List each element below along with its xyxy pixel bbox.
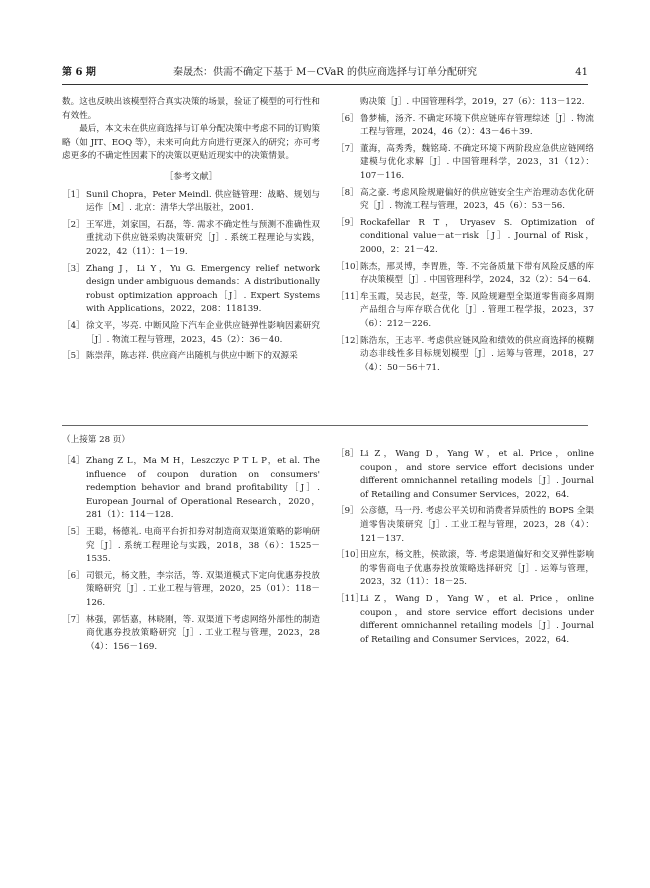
reference-number: ［3］ <box>62 263 85 274</box>
reference-number: ［12］ <box>336 335 365 346</box>
reference-text: Li Z，Wang D，Yang W，et al. Price，online coupon，and store service effort decisions under different omnichannel retailing models［J］. Journal of Retailing and Consumer Services，2022，64. <box>360 449 594 500</box>
reference-number: ［1］ <box>62 189 85 200</box>
top-left-column <box>62 96 320 367</box>
reference-item <box>336 217 594 258</box>
reference-text: 鲁梦楠，汤齐. 不确定环境下供应链库存管理综述［J］. 物流工程与管理，2024，46（2）：43－46＋39. <box>360 113 594 138</box>
reference-item <box>336 261 594 288</box>
reference-item <box>336 143 594 184</box>
reference-text: Sunil Chopra，Peter Meindl. 供应链管理：战略、规划与运作［M］. 北京：清华大学出版社，2001. <box>86 189 320 214</box>
reference-item <box>62 614 320 655</box>
reference-text: 田应东，杨文胜，侯欲滚，等. 考虑渠道偏好和交叉弹性影响的零售商电子优惠券投放策略选择研究［J］. 运筹与管理，2023，32（11）：18－25. <box>360 550 594 588</box>
reference-text: 高之豪. 考虑风险规避偏好的供应链安全生产治理动态优化研究［J］. 物流工程与管理，2023，45（6）：53－56. <box>360 187 594 212</box>
bottom-right-column <box>336 448 594 650</box>
issue-label: 第 6 期 <box>62 67 96 78</box>
reference-text: 王聪，杨德礼. 电商平台折扣券对制造商双渠道策略的影响研究［J］. 系统工程理论与实践，2018，38（6）：1525－1535. <box>86 526 320 565</box>
reference-item <box>336 448 594 502</box>
reference-number: ［9］ <box>336 217 359 228</box>
bottom-left-column <box>62 455 320 657</box>
reference-item <box>336 505 594 546</box>
reference-item <box>62 455 320 523</box>
reference-list <box>336 96 594 375</box>
reference-number: ［2］ <box>62 219 85 230</box>
reference-number: ［8］ <box>336 187 359 198</box>
reference-number: ［10］ <box>336 550 365 561</box>
reference-item <box>336 187 594 214</box>
reference-list <box>62 189 320 364</box>
reference-item <box>336 549 594 590</box>
reference-number: ［10］ <box>336 261 365 272</box>
references-heading: ［参考文献］ <box>164 171 218 182</box>
reference-text: Zhang Z L，Ma M H，Leszczyc P T L P，et al. The influence of coupon duration on consumers' redemption behavior and brand profitability［J］. European Journal of Operational Research，2020，281（1）：114－128. <box>86 456 320 521</box>
running-header <box>62 66 588 80</box>
reference-text: 司银元，杨文胜，李宗活，等. 双渠道模式下定向优惠券投放策略研究［J］. 工业工程与管理，2020，25（01）：118－126. <box>86 570 320 608</box>
reference-text: 陈浩东，王志平. 考虑供应链风险和绩效的供应商选择的模糊动态非线性多目标规划模型［J］. 运筹与管理，2018，27（4）：50－56＋71. <box>360 335 594 373</box>
reference-text: 董海，高秀秀，魏铭琦. 不确定环境下两阶段应急供应链网络建模与优化求解［J］. 中国管理科学，2023，31（12）：107－116. <box>360 143 594 181</box>
reference-item <box>62 189 320 216</box>
reference-number: ［7］ <box>336 143 359 154</box>
reference-number: ［9］ <box>336 506 359 517</box>
reference-item <box>336 113 594 140</box>
reference-list <box>62 455 320 654</box>
reference-number: ［7］ <box>62 614 85 625</box>
reference-item <box>62 263 320 317</box>
page-number: 41 <box>575 67 588 78</box>
reference-text: 陈杰，邢灵博，李胃胜，等. 不完备质量下带有风险反感的库存决策模型［J］. 中国管理科学，2024，32（2）：54－64. <box>360 261 594 286</box>
reference-number: ［11］ <box>336 593 365 604</box>
reference-text: 林强，郭恬嘉，林晓刚，等. 双渠道下考虑网络外部性的制造商优惠券投放策略研究［J］. 工业工程与管理，2023，28（4）：156－169. <box>86 614 320 652</box>
reference-list <box>336 448 594 647</box>
reference-text: Rockafellar R T，Uryasev S. Optimization of conditional value－at－risk［J］. Journal of Risk，2000，2：21－42. <box>360 217 594 255</box>
reference-text: Zhang J，Li Y，Yu G. Emergency relief network design under ambiguous demands：A distributionally robust optimization approach［J］. Expert Systems with Applications，2022，208：118139. <box>86 263 320 315</box>
reference-text: 徐文平，岑亮. 中断风险下汽车企业供应链弹性影响因素研究［J］. 物流工程与管理，2023，45（2）：36－40. <box>86 320 320 345</box>
reference-text: 王军进，刘家国，石磊，等. 需求不确定性与预测不准确性双重扰动下供应链采购决策研究［J］. 系统工程理论与实践，2022，42（11）：1－19. <box>86 219 320 257</box>
reference-item <box>336 593 594 647</box>
reference-number: ［6］ <box>336 113 359 124</box>
reference-text: 公彦德，马一丹. 考虑公平关切和消费者异质性的 BOPS 全渠道零售决策研究［J］. 工业工程与管理，2023，28（4）：121－137. <box>360 506 594 544</box>
reference-item <box>62 570 320 611</box>
reference-text: 购决策［J］. 中国管理科学，2019，27（6）：113－122. <box>360 97 585 107</box>
reference-text: Li Z，Wang D，Yang W，et al. Price，online coupon，and store service effort decisions under different omnichannel retailing models［J］. Journal of Retailing and Consumer Services，2022，64. <box>360 593 594 645</box>
reference-number: ［5］ <box>62 351 85 362</box>
reference-item <box>336 335 594 376</box>
reference-text: 牟玉霞，吴志民，赵莹，等. 风险规避型全渠道零售商多周期产品组合与库存联合优化［J］. 管理工程学报，2023，37（6）：212－226. <box>360 291 594 329</box>
reference-item <box>62 350 320 364</box>
body-paragraph: 数。这也反映出该模型符合真实决策的场景，验证了模型的可行性和有效性。 <box>62 97 320 121</box>
reference-item <box>336 96 594 110</box>
reference-item <box>336 291 594 332</box>
reference-number: ［11］ <box>336 291 365 302</box>
running-title: 秦晟杰：供需不确定下基于 M－CVaR 的供应商选择与订单分配研究 <box>172 67 478 78</box>
reference-number: ［4］ <box>62 456 85 466</box>
top-right-column <box>336 96 594 378</box>
reference-text: 陈崇萍，陈志祥. 供应商产出随机与供应中断下的双源采 <box>86 351 298 362</box>
reference-number: ［8］ <box>336 449 359 459</box>
reference-item <box>62 219 320 260</box>
reference-number: ［4］ <box>62 320 85 331</box>
continuation-note: （上接第 28 页） <box>62 435 130 445</box>
reference-number: ［5］ <box>62 526 85 537</box>
body-paragraph: 最后，本文未在供应商选择与订单分配决策中考虑不同的订购策略（如 JIT、EOQ 等），未来可向此方向进行更深入的研究；亦可考虑更多的不确定性因素下的决策以更贴近现实中的决策情景。 <box>62 124 320 162</box>
header-rule <box>62 84 588 85</box>
section-divider <box>62 425 588 426</box>
reference-item <box>62 526 320 567</box>
reference-item <box>62 320 320 347</box>
reference-number: ［6］ <box>62 570 85 581</box>
